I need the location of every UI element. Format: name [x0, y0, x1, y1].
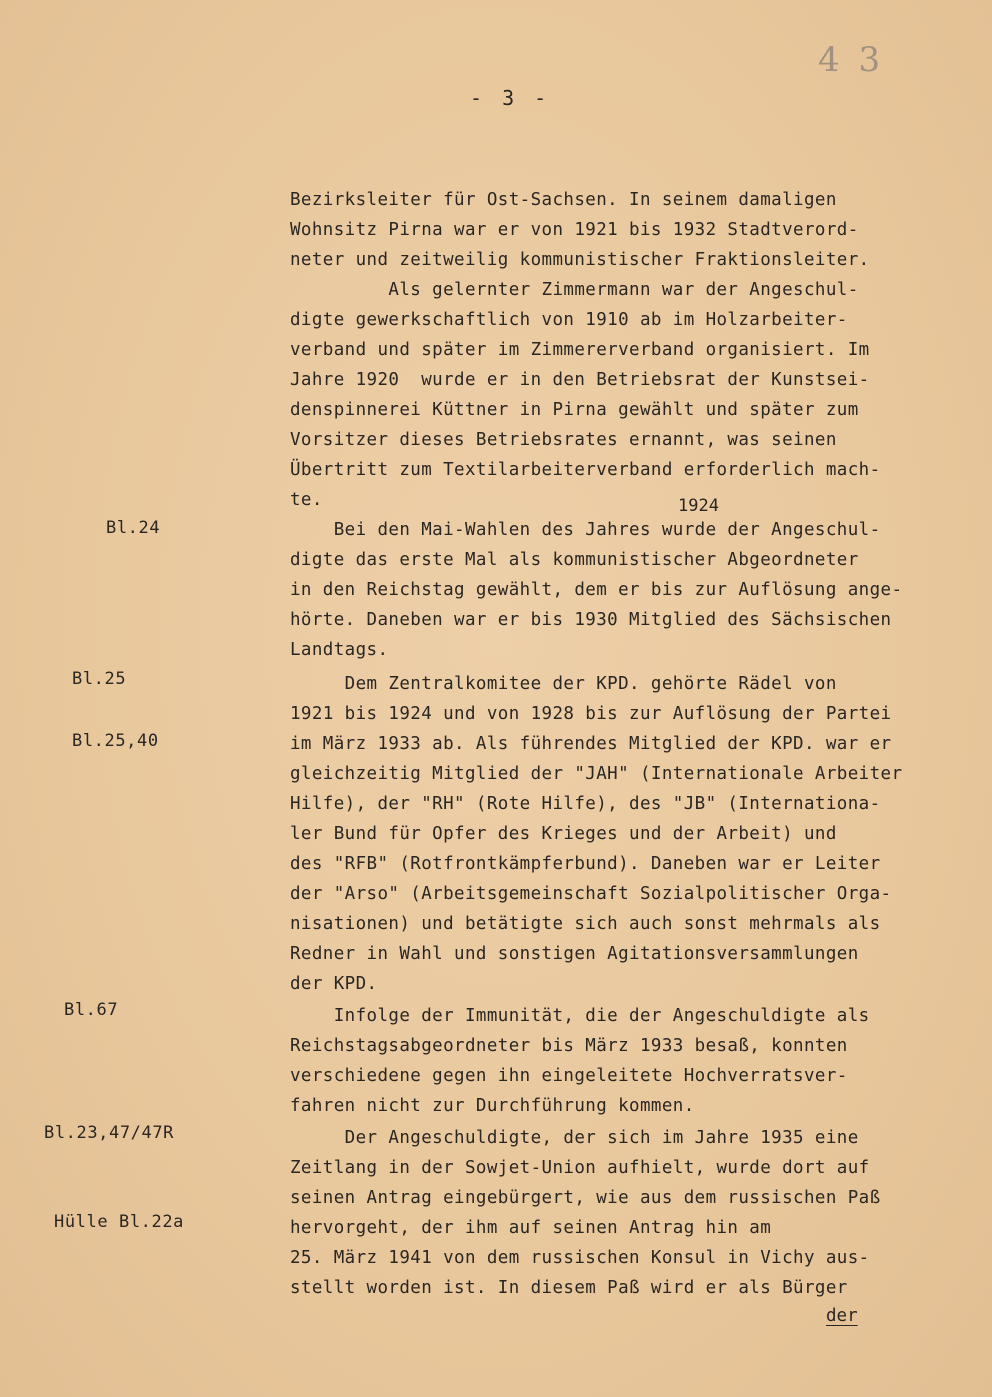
margin-reference: Bl.25,40	[72, 731, 159, 751]
body-line: Bei den Mai-Wahlen des Jahres wurde der Angeschul-	[290, 520, 881, 540]
body-line: der "Arso" (Arbeitsgemeinschaft Sozialpolitischer Orga-	[290, 884, 892, 904]
body-line: im März 1933 ab. Als führendes Mitglied der KPD. war er	[290, 734, 892, 754]
body-line: der KPD.	[290, 974, 378, 994]
body-line: Dem Zentralkomitee der KPD. gehörte Rädel von	[290, 674, 837, 694]
body-line: Als gelernter Zimmermann war der Angeschul-	[290, 280, 859, 300]
body-line: ler Bund für Opfer des Krieges und der Arbeit) und	[290, 824, 837, 844]
body-line: digte gewerkschaftlich von 1910 ab im Holzarbeiter-	[290, 310, 848, 330]
body-line: hörte. Daneben war er bis 1930 Mitglied des Sächsischen	[290, 610, 892, 630]
body-line: fahren nicht zur Durchführung kommen.	[290, 1096, 695, 1116]
body-line: digte das erste Mal als kommunistischer Abgeordneter	[290, 550, 859, 570]
page-number: - 3 -	[470, 86, 551, 110]
body-line: verschiedene gegen ihn eingeleitete Hochverratsver-	[290, 1066, 848, 1086]
body-line: Hilfe), der "RH" (Rote Hilfe), des "JB" (Internationa-	[290, 794, 881, 814]
body-line: stellt worden ist. In diesem Paß wird er als Bürger	[290, 1278, 848, 1298]
margin-reference: Bl.25	[72, 669, 127, 689]
body-line: nisationen) und betätigte sich auch sonst mehrmals als	[290, 914, 881, 934]
body-line: Jahre 1920 wurde er in den Betriebsrat der Kunstsei-	[290, 370, 870, 390]
body-line: Der Angeschuldigte, der sich im Jahre 1935 eine	[290, 1128, 859, 1148]
body-line: denspinnerei Küttner in Pirna gewählt und später zum	[290, 400, 859, 420]
body-line: Redner in Wahl und sonstigen Agitationsversammlungen	[290, 944, 859, 964]
margin-reference: Bl.24	[106, 518, 161, 538]
body-line: seinen Antrag eingebürgert, wie aus dem russischen Paß	[290, 1188, 881, 1208]
body-line: 1921 bis 1924 und von 1928 bis zur Auflösung der Partei	[290, 704, 892, 724]
body-line: Vorsitzer dieses Betriebsrates ernannt, was seinen	[290, 430, 837, 450]
archive-page-number: 4 3	[818, 40, 885, 80]
body-line: 25. März 1941 von dem russischen Konsul in Vichy aus-	[290, 1248, 870, 1268]
body-line: hervorgeht, der ihm auf seinen Antrag hin am	[290, 1218, 772, 1238]
body-line: Wohnsitz Pirna war er von 1921 bis 1932 Stadtverord-	[290, 220, 859, 240]
body-line: verband und später im Zimmererverband organisiert. Im	[290, 340, 870, 360]
body-line: gleichzeitig Mitglied der "JAH" (Internationale Arbeiter	[290, 764, 903, 784]
continuation-word: der	[826, 1306, 858, 1326]
body-line: Reichstagsabgeordneter bis März 1933 besaß, konnten	[290, 1036, 848, 1056]
body-line: Übertritt zum Textilarbeiterverband erforderlich mach-	[290, 460, 881, 480]
body-line: Zeitlang in der Sowjet-Union aufhielt, wurde dort auf	[290, 1158, 870, 1178]
body-line: Bezirksleiter für Ost-Sachsen. In seinem damaligen	[290, 190, 837, 210]
body-line: Landtags.	[290, 640, 389, 660]
body-line: neter und zeitweilig kommunistischer Fraktionsleiter.	[290, 250, 870, 270]
inserted-year: 1924	[678, 496, 719, 516]
body-line: in den Reichstag gewählt, dem er bis zur Auflösung ange-	[290, 580, 903, 600]
margin-reference: Hülle Bl.22a	[54, 1212, 185, 1232]
body-line: des "RFB" (Rotfrontkämpferbund). Daneben war er Leiter	[290, 854, 881, 874]
body-line: te.	[290, 490, 323, 510]
body-line: Infolge der Immunität, die der Angeschuldigte als	[290, 1006, 870, 1026]
margin-reference: Bl.23,47/47R	[44, 1123, 175, 1143]
margin-reference: Bl.67	[64, 1000, 119, 1020]
